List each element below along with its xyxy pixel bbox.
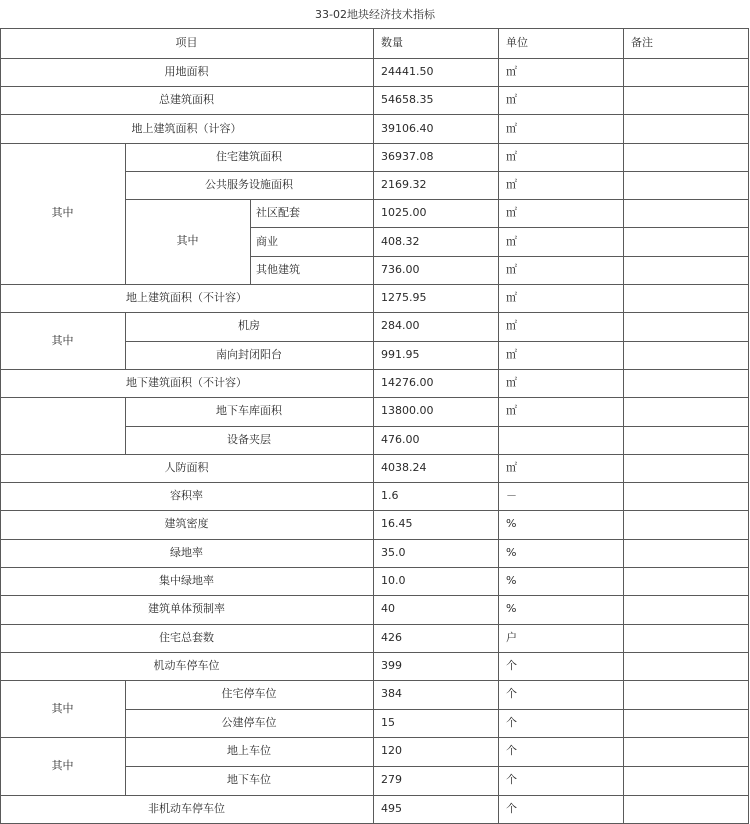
row-unit: ㎡ — [506, 348, 517, 361]
row-quantity: 36937.08 — [381, 150, 434, 163]
group-label: 其中 — [51, 206, 74, 219]
row-label: 地下车库面积 — [216, 404, 282, 417]
grid-line — [0, 284, 749, 285]
group-label: 其中 — [176, 234, 199, 247]
row-label: 公共服务设施面积 — [205, 178, 293, 191]
row-label: 建筑单体预制率 — [148, 602, 225, 615]
row-quantity: 4038.24 — [381, 461, 427, 474]
row-label: 住宅停车位 — [221, 687, 277, 700]
row-quantity: 35.0 — [381, 546, 406, 559]
row-quantity: 991.95 — [381, 348, 420, 361]
row-quantity: 495 — [381, 802, 402, 815]
row-label: 住宅总套数 — [159, 631, 214, 644]
row-label: 商业 — [256, 235, 278, 248]
row-label: 地下车位 — [227, 773, 271, 786]
grid-line — [125, 341, 749, 342]
row-label: 集中绿地率 — [159, 574, 214, 587]
row-unit: 个 — [506, 716, 517, 729]
row-quantity: 384 — [381, 687, 402, 700]
row-unit: 户 — [506, 631, 517, 644]
row-quantity: 120 — [381, 744, 402, 757]
row-quantity: 13800.00 — [381, 404, 434, 417]
header-remark: 备注 — [631, 36, 653, 49]
row-quantity: 426 — [381, 631, 402, 644]
row-label: 人防面积 — [164, 461, 209, 474]
header-unit: 单位 — [506, 36, 528, 49]
grid-line — [0, 312, 749, 313]
row-quantity: 14276.00 — [381, 376, 434, 389]
row-quantity: 279 — [381, 773, 402, 786]
grid-line — [0, 86, 749, 87]
row-label: 地上车位 — [227, 744, 271, 757]
row-unit: 个 — [506, 687, 517, 700]
grid-line — [0, 539, 749, 540]
grid-line — [125, 426, 749, 427]
row-label: 机房 — [238, 319, 260, 332]
header-quantity: 数量 — [381, 36, 403, 49]
grid-line — [250, 227, 749, 228]
row-label: 地上建筑面积（计容） — [131, 122, 242, 135]
row-label: 地上建筑面积（不计容） — [126, 291, 247, 304]
grid-line — [125, 766, 749, 767]
group-label: 其中 — [51, 334, 74, 347]
row-label: 南向封闭阳台 — [216, 348, 282, 361]
row-unit: ㎡ — [506, 319, 517, 332]
grid-line — [0, 397, 749, 398]
row-label: 机动车停车位 — [153, 659, 220, 672]
row-unit: ㎡ — [506, 206, 517, 219]
row-label: 非机动车停车位 — [148, 802, 225, 815]
grid-line — [125, 709, 749, 710]
row-label: 容积率 — [170, 489, 203, 502]
table-title: 33-02地块经济技术指标 — [315, 8, 435, 21]
row-quantity: 24441.50 — [381, 65, 434, 78]
row-quantity: 10.0 — [381, 574, 406, 587]
row-unit: % — [506, 602, 517, 615]
grid-line — [0, 58, 749, 59]
row-unit: 个 — [506, 744, 517, 757]
row-unit: ㎡ — [506, 235, 517, 248]
row-unit: ㎡ — [506, 122, 517, 135]
row-quantity: 15 — [381, 716, 395, 729]
row-quantity: 54658.35 — [381, 93, 434, 106]
row-label: 总建筑面积 — [159, 93, 214, 106]
row-unit: 个 — [506, 802, 517, 815]
row-unit: － — [506, 489, 517, 502]
grid-line — [250, 256, 749, 257]
row-quantity: 1275.95 — [381, 291, 427, 304]
row-label: 社区配套 — [256, 206, 300, 219]
grid-line — [0, 454, 749, 455]
row-label: 用地面积 — [164, 65, 209, 78]
row-quantity: 16.45 — [381, 517, 413, 530]
row-label: 建筑密度 — [164, 517, 209, 530]
grid-line — [0, 143, 749, 144]
row-quantity: 284.00 — [381, 319, 420, 332]
row-unit: % — [506, 574, 517, 587]
row-unit: ㎡ — [506, 178, 517, 191]
row-quantity: 1025.00 — [381, 206, 427, 219]
row-unit: ㎡ — [506, 150, 517, 163]
grid-line — [0, 624, 749, 625]
grid-line — [0, 28, 749, 29]
row-label: 住宅建筑面积 — [216, 150, 282, 163]
row-quantity: 399 — [381, 659, 402, 672]
row-label: 设备夹层 — [227, 433, 271, 446]
row-unit: % — [506, 546, 517, 559]
row-unit: ㎡ — [506, 65, 517, 78]
row-label: 地下建筑面积（不计容） — [126, 376, 247, 389]
row-unit: 个 — [506, 659, 517, 672]
row-quantity: 40 — [381, 602, 395, 615]
grid-line — [0, 737, 749, 738]
grid-line — [250, 199, 251, 284]
grid-line — [0, 114, 749, 115]
row-label: 公建停车位 — [221, 716, 277, 729]
group-label: 其中 — [51, 759, 74, 772]
grid-line — [0, 567, 749, 568]
row-unit: ㎡ — [506, 376, 517, 389]
grid-line — [0, 595, 749, 596]
grid-line — [0, 680, 749, 681]
group-label: 其中 — [51, 702, 74, 715]
grid-line — [0, 482, 749, 483]
row-unit: ㎡ — [506, 93, 517, 106]
grid-line — [0, 795, 749, 796]
grid-line — [125, 199, 749, 200]
row-quantity: 2169.32 — [381, 178, 427, 191]
row-unit: ㎡ — [506, 404, 517, 417]
row-quantity: 736.00 — [381, 263, 420, 276]
row-quantity: 39106.40 — [381, 122, 434, 135]
grid-line — [125, 171, 749, 172]
row-quantity: 1.6 — [381, 489, 399, 502]
row-quantity: 408.32 — [381, 235, 420, 248]
row-quantity: 476.00 — [381, 433, 420, 446]
row-unit: ㎡ — [506, 263, 517, 276]
grid-line — [125, 143, 126, 284]
grid-line — [0, 510, 749, 511]
row-unit: ㎡ — [506, 291, 517, 304]
row-unit: 个 — [506, 773, 517, 786]
row-unit: % — [506, 517, 517, 530]
grid-line — [0, 652, 749, 653]
header-item: 项目 — [175, 36, 198, 49]
row-label: 其他建筑 — [256, 263, 300, 276]
row-label: 绿地率 — [170, 546, 203, 559]
grid-line — [0, 369, 749, 370]
row-unit: ㎡ — [506, 461, 517, 474]
